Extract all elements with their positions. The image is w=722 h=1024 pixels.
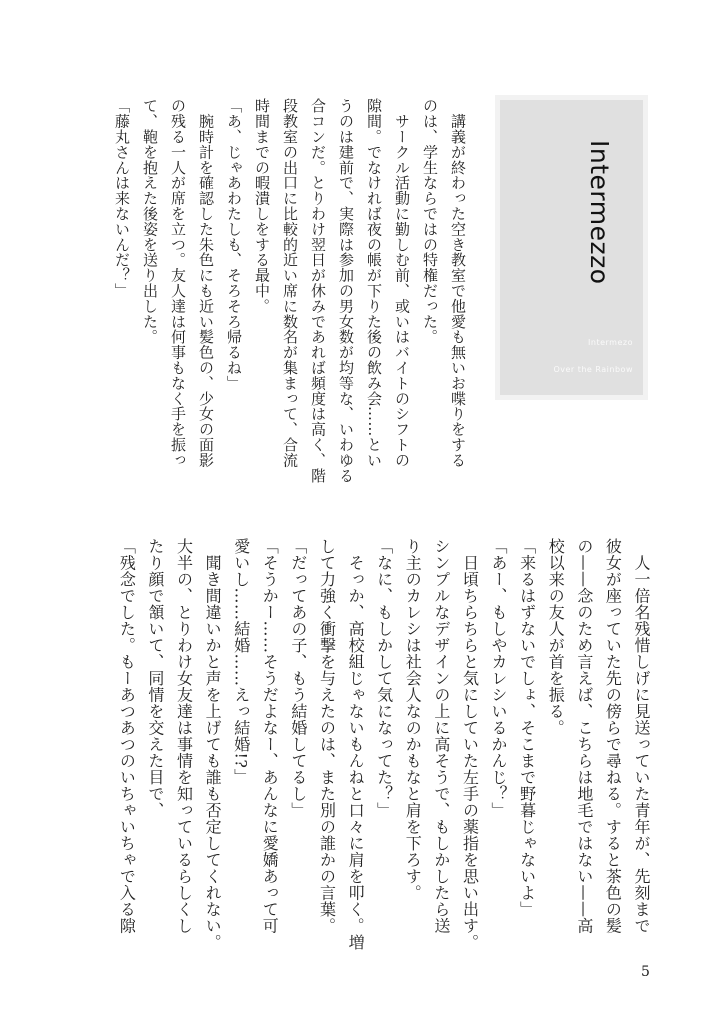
text-line: たり顔で頷いて、同情を交えた目で、 <box>145 538 165 819</box>
text-line: そっか、高校組じゃないもんねと口々に肩を叩く。増 <box>346 538 366 951</box>
text-line: 隙間。でなければ夜の帳が下りた後の飲み会……とい <box>365 98 383 468</box>
body-text-bottom <box>112 538 655 954</box>
text-line: 校以来の友人が首を振る。 <box>546 538 566 736</box>
text-line: 腕時計を確認した朱色にも近い髪色の、少女の面影 <box>197 98 215 468</box>
chapter-title-box <box>495 95 648 400</box>
text-line: 大半の、とりわけ女友達は事情を知っているらしくし <box>174 538 194 934</box>
text-line: 時間までの暇潰しをする最中。 <box>253 98 271 314</box>
text-line: 彼女が座っていた先の傍らで尋ねる。すると茶色の髪 <box>603 538 623 934</box>
text-line: 「藤丸さんは来ないんだ？」 <box>113 98 131 299</box>
text-line: 「なに、もしかして気になってた？」 <box>374 538 394 819</box>
text-line: サークル活動に勤しむ前、或いはバイトのシフトの <box>393 98 411 468</box>
text-line: 愛いし……結婚……えっ結婚!?」 <box>231 538 251 786</box>
text-line: のは、学生ならではの特権だった。 <box>421 98 439 345</box>
text-line: 「だってあの子、もう結婚してるし」 <box>288 538 308 819</box>
text-line: り主のカレシは社会人なのかもなと肩を下ろす。 <box>403 538 423 901</box>
text-line: 「残念でした。もーあつあつのいちゃいちゃで入る隙 <box>117 538 137 934</box>
text-line: 「あー、もしやカレシいるかんじ？」 <box>489 538 509 819</box>
text-line: の——念のため言えば、こちらは地毛ではない——高 <box>574 538 594 934</box>
text-line: 人一倍名残惜しげに見送っていた青年が、先刻まで <box>632 538 651 934</box>
text-line: 「そうかー……そうだよなー、あんなに愛嬌あって可 <box>260 538 280 934</box>
text-line: うのは建前で、実際は参加の男女数が均等な、いわゆる <box>337 98 355 483</box>
text-line: て、鞄を抱えた後姿を送り出した。 <box>141 98 159 345</box>
text-line: シンプルなデザインの上に高そうで、もしかしたら送 <box>431 538 451 934</box>
text-line: 「あ、じゃあわたしも、そろそろ帰るね」 <box>225 98 243 391</box>
body-text-top <box>108 98 472 490</box>
series-title: Over the Rainbow <box>553 365 633 374</box>
text-line: の残る一人が席を立つ。友人達は何事もなく手を振っ <box>169 98 187 468</box>
text-line: 日頃ちらちらと気にしていた左手の薬指を思い出す。 <box>460 538 480 951</box>
text-line: 講義が終わった空き教室で他愛も無いお喋りをする <box>449 98 467 468</box>
text-line: して力強く衝撃を与えたのは、また別の誰かの言葉。 <box>317 538 337 934</box>
page-number: 5 <box>641 964 650 980</box>
text-line: 段教室の出口に比較的近い席に数名が集まって、合流 <box>281 98 299 468</box>
text-line: 「来るはずないでしょ、そこまで野暮じゃないよ」 <box>517 538 537 918</box>
text-line: 合コンだ。とりわけ翌日が休みであれば頻度は高く、階 <box>309 98 327 483</box>
chapter-subtitle: Intermezo <box>588 338 633 347</box>
chapter-title: Intermezzo <box>585 140 614 285</box>
text-line: 聞き間違いかと声を上げても誰も否定してくれない。 <box>203 538 223 951</box>
